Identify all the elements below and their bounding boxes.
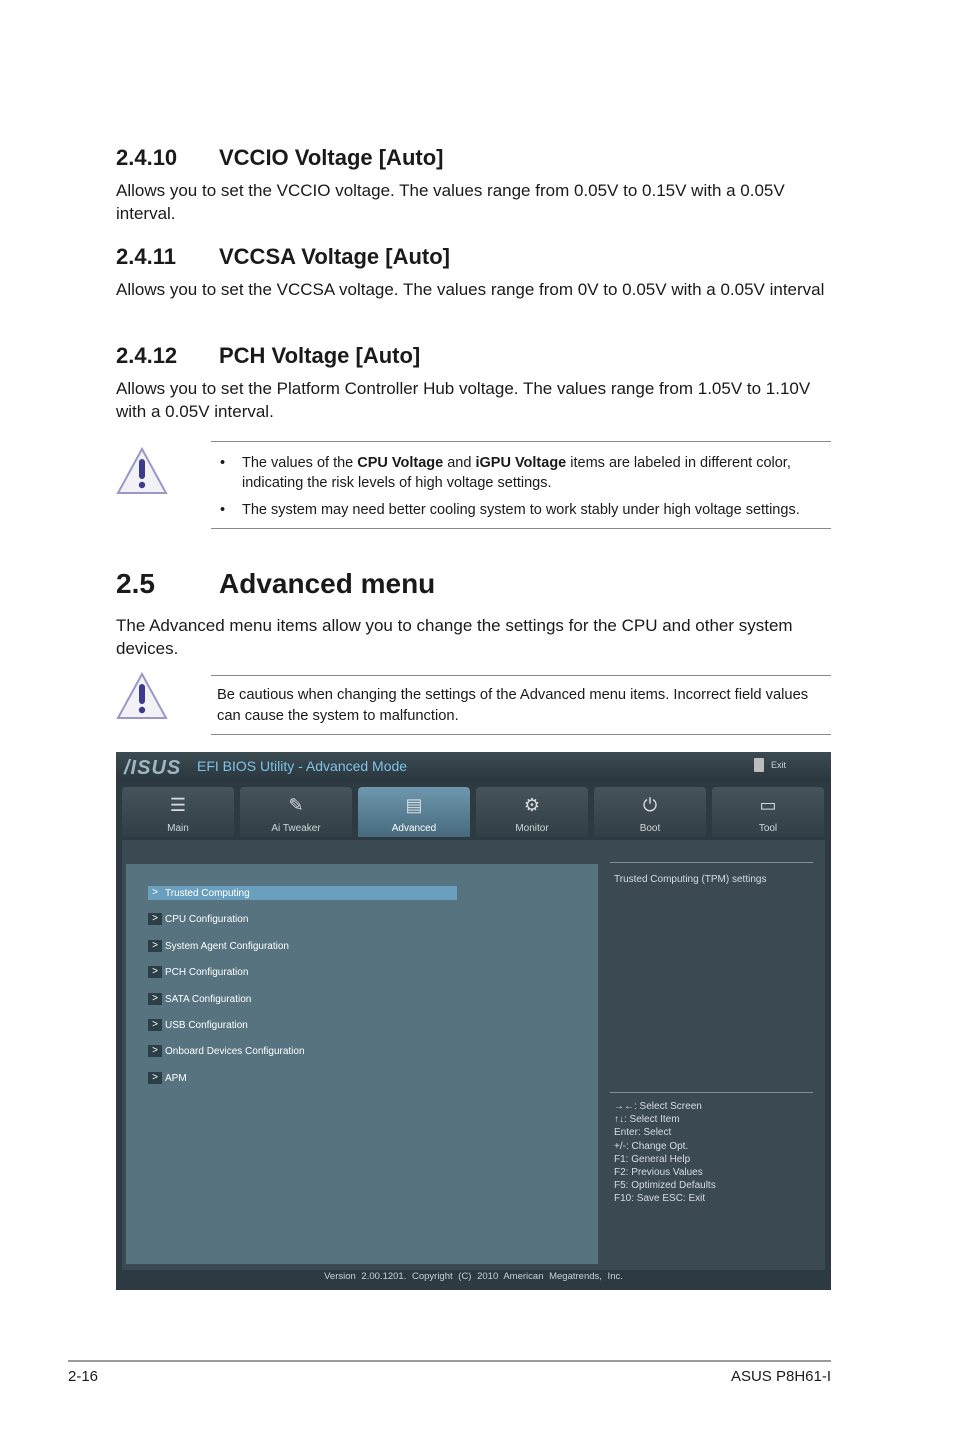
section-heading-vccsa [116,244,450,270]
menu-item-cpu-configuration[interactable] [148,912,248,926]
note-bottom-rule [211,528,831,529]
key-hint: Enter: Select [614,1127,672,1139]
tool-icon: ▭ [759,795,777,815]
help-description: Trusted Computing (TPM) settings [614,874,767,885]
list-icon: ☰ [169,795,187,815]
exit-button[interactable]: Exit [771,760,787,770]
tab-label: Tool [758,823,778,834]
chevron-right-icon: > [148,993,162,1005]
tab-label: Ai Tweaker [271,823,321,834]
key-hint: F10: Save ESC: Exit [614,1193,706,1205]
exit-icon[interactable] [754,758,764,772]
section-title: VCCSA Voltage [Auto] [219,244,450,269]
bullet-marker: • [220,502,226,518]
page-number: 2-16 [68,1368,99,1385]
help-divider [610,862,813,863]
menu-item-label: USB Configuration [165,1019,248,1031]
key-hint: F5: Optimized Defaults [614,1180,716,1192]
menu-item-label: PCH Configuration [165,966,249,978]
section-number: 2.5 [116,568,155,599]
tab-boot[interactable] [594,787,706,837]
bullet-marker: • [220,455,226,471]
advanced-intro: The Advanced menu items allow you to change the settings for the CPU and other system devices. [116,616,793,658]
tab-label: Monitor [515,823,549,834]
menu-item-sata-configuration[interactable] [148,992,251,1006]
key-hint: +/-: Change Opt. [614,1140,689,1152]
note-caution-advanced: Be cautious when changing the settings of the Advanced menu items. Incorrect field values can cause the system to malfunction. [217,687,809,724]
note-bottom-rule [211,734,831,735]
chevron-right-icon: > [148,1072,162,1084]
note-text-part: items are labeled in different color, indicating the risk levels of high voltage settings. [242,455,791,491]
note-caution-voltage [214,453,826,520]
section-text-vccsa: Allows you to set the VCCSA voltage. The values range from 0V to 0.05V with a 0.05V interval [116,280,825,299]
chevron-right-icon: > [148,940,162,952]
menu-item-onboard-devices-configuration[interactable] [148,1044,305,1058]
section-number: 2.4.12 [116,343,178,368]
section-title: Advanced menu [219,568,436,599]
menu-item-pch-configuration[interactable] [148,965,248,979]
menu-item-usb-configuration[interactable] [148,1018,248,1032]
note-text-part: and [443,455,476,471]
chapter-heading-advanced [116,568,435,600]
warning-icon [115,671,169,721]
chevron-right-icon: > [148,887,162,899]
menu-item-label: Trusted Computing [165,887,250,899]
menu-item-apm[interactable] [148,1071,187,1085]
tweaker-icon: ✎ [288,795,304,815]
bios-title: EFI BIOS Utility - Advanced Mode [197,758,408,774]
menu-item-label: SATA Configuration [165,993,252,1005]
note-bullet [214,453,826,493]
key-hint: F1: General Help [614,1153,691,1165]
note-bullet-text [242,453,826,493]
chevron-right-icon: > [148,913,162,925]
menu-item-label: CPU Configuration [165,913,249,925]
section-number: 2.4.11 [116,244,176,269]
tab-main[interactable] [122,787,234,837]
key-hint: F2: Previous Values [614,1167,703,1179]
section-number: 2.4.10 [116,145,178,170]
menu-item-system-agent-configuration[interactable] [148,939,289,953]
tab-label: Advanced [391,823,437,834]
key-hint: ↑↓: Select Item [614,1114,680,1126]
advanced-icon: ▤ [405,795,423,815]
tab-advanced[interactable] [358,787,470,837]
warning-icon [115,446,169,496]
tab-monitor[interactable] [476,787,588,837]
footer-rule [68,1360,831,1362]
section-title: VCCIO Voltage [Auto] [219,145,444,170]
note-bullet [214,500,826,520]
bios-title-bar [116,752,831,782]
bios-tab-bar [122,787,828,837]
tab-tool[interactable] [712,787,824,837]
section-heading-vccio [116,145,443,171]
tab-label: Boot [639,823,661,834]
menu-item-trusted-computing[interactable] [148,886,457,900]
igpu-voltage-term: iGPU Voltage [475,455,567,471]
chevron-right-icon: > [148,1019,162,1031]
help-divider [610,1092,813,1093]
menu-item-label: Onboard Devices Configuration [165,1045,305,1057]
chevron-right-icon: > [148,1045,162,1057]
note-text-part: The values of the [242,455,358,471]
note-top-rule [211,441,831,442]
power-icon: ⏻ [642,795,658,815]
section-text-pch: Allows you to set the Platform Controller Hub voltage. The values range from 1.05V to 1.10V with a 0.05V interval. [116,379,811,421]
section-title: PCH Voltage [Auto] [219,343,421,368]
section-heading-pch [116,343,420,369]
product-name: ASUS P8H61-I [730,1368,831,1385]
monitor-icon: ⚙ [523,795,541,815]
tab-ai-tweaker[interactable] [240,787,352,837]
menu-item-label: System Agent Configuration [165,940,289,952]
note-top-rule [211,675,831,676]
note-bullet-text: The system may need better cooling system to work stably under high voltage settings. [242,502,800,518]
bios-screenshot [116,752,831,1290]
chevron-right-icon: > [148,966,162,978]
section-text-vccio: Allows you to set the VCCIO voltage. The values range from 0.05V to 0.15V with a 0.05V interval. [116,181,785,223]
key-legend [614,1100,716,1206]
menu-item-label: APM [165,1072,187,1084]
key-hint: →←: Select Screen [614,1101,702,1112]
asus-logo: /ISUS [124,757,182,779]
tab-label: Main [167,823,189,834]
cpu-voltage-term: CPU Voltage [357,455,444,471]
bios-version: Version 2.00.1201. Copyright (C) 2010 American Megatrends, Inc. [324,1271,623,1282]
